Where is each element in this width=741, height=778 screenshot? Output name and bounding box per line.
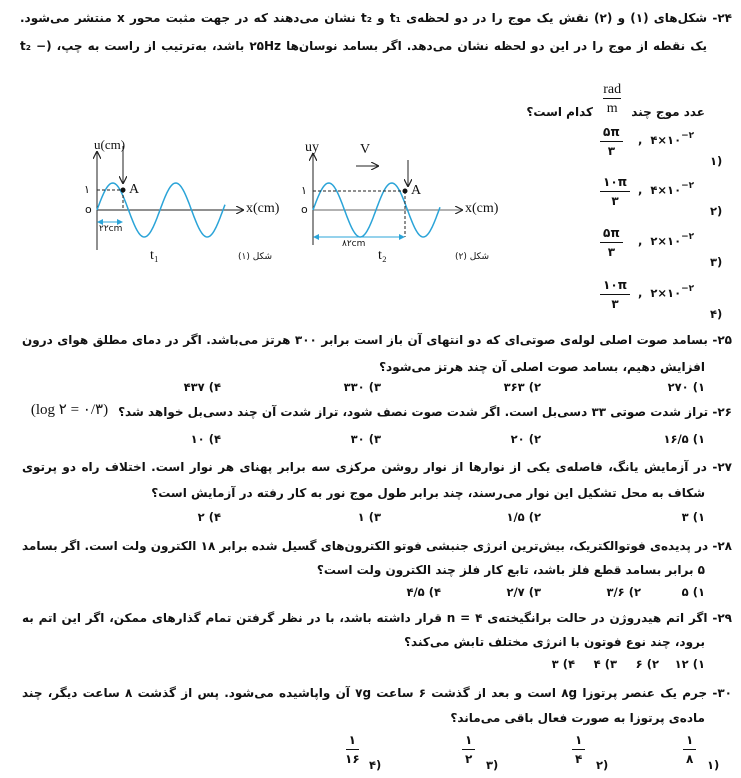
q28-option-1[interactable]: ۱) ۵ (681, 585, 705, 599)
q27-option-2[interactable]: ۲) ۱/۵ (506, 510, 541, 524)
q29-line2: برود، چند نوع فوتون با انرژی مختلف تابش می‌کند؟ (404, 635, 705, 649)
q24-option-2-label[interactable]: (۲ (710, 204, 723, 218)
q25-line2: افزایش دهیم، بسامد صوت اصلی آن چند هرتز می‌شود؟ (379, 360, 705, 374)
q27-line2: شکاف به محل تشکیل این نوار می‌رسند، چند برابر طول موج نور به کار رفته در آزمایش است؟ (151, 486, 705, 500)
q25-line1: ۲۵- بسامد صوت اصلی لوله‌ی صوتی‌ای که دو انتهای آن باز است برابر ۳۰۰ هرتز می‌باشد. اگر در دمای مطلق هوای درون (22, 333, 732, 347)
numerator: ۱ (462, 733, 475, 750)
fig1-time: t₁ (150, 248, 159, 263)
numerator: ۱ (572, 733, 585, 750)
q29-option-4[interactable]: ۴) ۳ (551, 657, 575, 671)
q27-option-1[interactable]: ۱) ۳ (681, 510, 705, 524)
q30-option-3-fraction[interactable] (462, 733, 475, 766)
fig1-point-label: A (129, 182, 140, 197)
value: ۴×۱۰ (650, 183, 682, 197)
q24-option-1-label[interactable]: (۱ (710, 154, 723, 168)
q24-option-2-value[interactable]: , $۴\times ۱۰^{-۲}$ (638, 181, 695, 197)
q24-option-3-label[interactable]: (۳ (710, 255, 723, 269)
fig2-velocity-label: V (360, 142, 371, 157)
q25-option-2[interactable]: ۲) ۳۶۳ (503, 380, 541, 394)
q24-line1: ۲۴- شکل‌های (۱) و (۲) نقش یک موج را در دو لحظه‌ی t₁ و t₂ نشان می‌دهند که در جهت مثبت محور x منتشر می‌شود. (20, 11, 732, 25)
q26-row (14, 401, 732, 420)
q26-option-2[interactable]: ۲) ۲۰ (510, 432, 541, 446)
q30-option-1-label[interactable]: (۱ (707, 758, 720, 772)
q25-option-3[interactable]: ۳) ۳۳۰ (343, 380, 381, 394)
value: ۲×۱۰ (650, 234, 682, 248)
q29-option-3[interactable]: ۳) ۴ (593, 657, 617, 671)
fig1-origin: o (85, 203, 92, 216)
value: ۴×۱۰ (650, 133, 682, 147)
denominator: ۳ (611, 194, 619, 208)
fig1-distance: ۲۲cm (99, 224, 123, 234)
q26-option-4[interactable]: ۴) ۱۰ (190, 432, 221, 446)
q30-line1: ۳۰- جرم یک عنصر پرتوزا ۸g است و بعد از گذشت ۶ ساعت ۷g آن واپاشیده می‌شود. پس از گذشت ۸ ساعت دیگر، چند (22, 686, 732, 700)
fig1-caption: شکل (۱) (238, 252, 273, 262)
q27-option-4[interactable]: ۴) ۲ (197, 510, 221, 524)
exponent: −۲ (681, 181, 695, 191)
q25-option-4[interactable]: ۴) ۴۳۷ (183, 380, 221, 394)
numerator: ۵π (600, 125, 623, 142)
q24-option-4-label[interactable]: (۴ (710, 307, 723, 321)
denominator: ۴ (575, 752, 583, 766)
fig1-x-label: x(cm) (246, 201, 280, 216)
q30-line2: ماده‌ی پرتوزا به صورت فعال باقی می‌ماند؟ (450, 711, 705, 725)
numerator: ۱۰π (600, 175, 630, 192)
value: ۲×۱۰ (650, 286, 682, 300)
numerator: ۱ (683, 733, 696, 750)
point-a (403, 189, 408, 194)
numerator: ۱ (346, 733, 359, 750)
q24-option-1-value[interactable]: , $۴\times ۱۰^{-۲}$ (638, 131, 695, 147)
figure-1 (97, 146, 243, 250)
denominator: ۳ (611, 297, 619, 311)
unit-denominator: m (606, 101, 618, 116)
q30-option-3-label[interactable]: (۳ (486, 758, 499, 772)
q30-option-2-label[interactable]: (۲ (596, 758, 609, 772)
figure-2 (313, 154, 462, 245)
numerator: ۵π (600, 226, 623, 243)
q24-line3-end: کدام است؟ (526, 105, 593, 119)
q27-line1: ۲۷- در آزمایش یانگ، فاصله‌ی یکی از نوارها از نوار روشن مرکزی سه برابر پهنای هر نوار است. اختلاف راه دو پرتوی (22, 460, 732, 474)
denominator: ۸ (686, 752, 694, 766)
q28-line1: ۲۸- در پدیده‌ی فوتوالکتریک، بیش‌ترین انرژی جنبشی فوتو الکترون‌های گسیل شده برابر ۱۸ الکترون ولت است. اگر بسامد (22, 539, 732, 553)
q26-option-3[interactable]: ۳) ۳۰ (350, 432, 381, 446)
q26-line1: ۲۶- تراز شدت صوتی ۳۳ دسی‌بل است. اگر شدت صوت نصف شود، تراز شدت آن چند دسی‌بل خواهد شد؟ (118, 405, 732, 419)
q27-option-3[interactable]: ۳) ۱ (357, 510, 381, 524)
q28-option-3[interactable]: ۳) ۲/۷ (506, 585, 541, 599)
fig2-origin: o (301, 203, 308, 216)
unit-numerator: rad (603, 82, 622, 97)
fig2-x-label: x(cm) (465, 201, 499, 216)
denominator: ۱۶ (345, 752, 360, 766)
denominator: ۳ (607, 245, 616, 259)
fig1-y-label: u(cm) (94, 137, 126, 152)
fig2-time: t₂ (378, 248, 387, 263)
q30-option-4-fraction[interactable] (345, 733, 360, 766)
q30-option-4-label[interactable]: (۴ (369, 758, 382, 772)
exponent: −۲ (681, 131, 695, 141)
fig2-distance: ۸۲cm (342, 239, 366, 249)
q29-option-1[interactable]: ۱) ۱۲ (674, 657, 705, 671)
q28-option-2[interactable]: ۲) ۳/۶ (606, 585, 641, 599)
q24-option-4-value[interactable]: , $۲\times ۱۰^{-۲}$ (638, 284, 695, 300)
q24-line2: یک نقطه از موج را در این دو لحظه نشان می‌دهد. اگر بسامد نوسان‌ها ۲۵Hz باشد، به‌ترتیب از راست به چپ، (t₂ − (20, 39, 707, 53)
q28-option-4[interactable]: ۴) ۴/۵ (406, 585, 441, 599)
q29-option-2[interactable]: ۲) ۶ (635, 657, 659, 671)
q26-hint: (log ۲ = ۰/۳) (30, 401, 109, 418)
point-a (121, 188, 126, 193)
q30-option-2-fraction[interactable] (572, 733, 585, 766)
fig2-y-label: uy (305, 140, 319, 155)
q29-line1: ۲۹- اگر اتم هیدروژن در حالت برانگیخته‌ی n = ۴ قرار داشته باشد، با در نظر گرفتن تمام گذارهای ممکن، اگر این اتم به (22, 611, 732, 625)
fig1-one: ۱ (84, 183, 90, 196)
exponent: −۲ (681, 232, 695, 242)
q28-line2: ۵ برابر بسامد قطع فلز باشد، تابع کار فلز چند الکترون ولت است؟ (316, 563, 705, 577)
fig2-point-label: A (411, 183, 422, 198)
q30-option-1-fraction[interactable] (683, 733, 696, 766)
fig2-caption: شکل (۲) (455, 252, 490, 262)
denominator: ۳ (607, 144, 616, 158)
q24-option-3-value[interactable]: , $۲\times ۱۰^{-۲}$ (638, 232, 695, 248)
exponent: −۲ (681, 284, 695, 294)
fig2-one: ۱ (301, 184, 307, 197)
numerator: ۱۰π (600, 278, 630, 295)
denominator: ۲ (465, 752, 473, 766)
q25-option-1[interactable]: ۱) ۲۷۰ (667, 380, 705, 394)
q24-line3-text: عدد موج چند (631, 105, 705, 119)
q26-option-1[interactable]: ۱) ۱۶/۵ (663, 432, 705, 446)
